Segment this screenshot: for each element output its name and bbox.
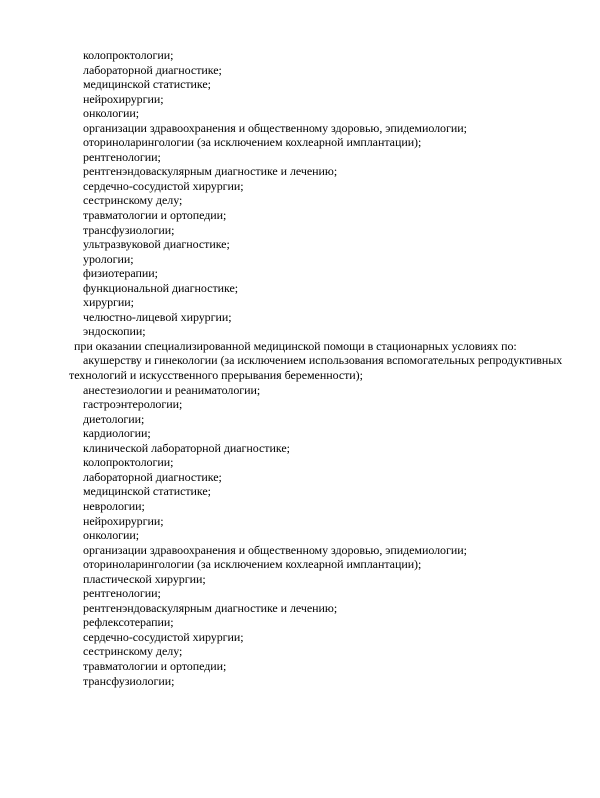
document-line: хирургии; (83, 295, 134, 310)
document-line: лабораторной диагностике; (83, 62, 222, 77)
document-line: рентгенэндоваскулярным диагностике и лечению; (83, 600, 338, 615)
document-line: травматологии и ортопедии; (83, 208, 227, 223)
document-line: сестринскому делу; (83, 193, 183, 208)
document-line: акушерству и гинекологии (за исключением использования вспомогательных репродуктивных (83, 353, 563, 368)
document-line: диетологии; (83, 411, 145, 426)
document-line: оториноларингологии (за исключением кохлеарной имплантации); (83, 135, 422, 150)
document-line: сестринскому делу; (83, 644, 183, 659)
document-line: урологии; (83, 251, 134, 266)
document-line: онкологии; (83, 528, 140, 543)
document-line: нейрохирургии; (83, 513, 164, 528)
document-line: пластической хирургии; (83, 571, 206, 586)
document-line: рефлексотерапии; (83, 615, 174, 630)
document-line: рентгенологии; (83, 149, 161, 164)
document-line: функциональной диагностике; (83, 280, 239, 295)
document-line: организации здравоохранения и общественному здоровью, эпидемиологии; (83, 120, 467, 135)
document-line: кардиологии; (83, 426, 151, 441)
document-line: ультразвуковой диагностике; (83, 237, 230, 252)
document-line: организации здравоохранения и общественному здоровью, эпидемиологии; (83, 542, 467, 557)
document-line: при оказании специализированной медицинской помощи в стационарных условиях по: (74, 338, 517, 353)
document-line: челюстно-лицевой хирургии; (83, 309, 232, 324)
document-line: физиотерапии; (83, 266, 158, 281)
document-line: онкологии; (83, 106, 140, 121)
document-line: нейрохирургии; (83, 91, 164, 106)
document-line: трансфузиологии; (83, 673, 175, 688)
document-line: медицинской статистике; (83, 484, 211, 499)
document-line: оториноларингологии (за исключением кохлеарной имплантации); (83, 557, 422, 572)
document-line: трансфузиологии; (83, 222, 175, 237)
document-line: рентгенологии; (83, 586, 161, 601)
document-line: рентгенэндоваскулярным диагностике и лечению; (83, 164, 338, 179)
document-text-block (69, 48, 574, 688)
document-line: лабораторной диагностике; (83, 469, 222, 484)
document-line: гастроэнтерологии; (83, 397, 183, 412)
document-line: колопроктологии; (83, 455, 174, 470)
document-line: травматологии и ортопедии; (83, 658, 227, 673)
document-line: колопроктологии; (83, 48, 174, 62)
document-line: сердечно-сосудистой хирургии; (83, 178, 244, 193)
document-line: эндоскопии; (83, 324, 146, 339)
document-line: неврологии; (83, 498, 145, 513)
document-line: медицинской статистике; (83, 77, 211, 92)
document-line: клинической лабораторной диагностике; (83, 440, 290, 455)
document-line: анестезиологии и реаниматологии; (83, 382, 261, 397)
document-line: сердечно-сосудистой хирургии; (83, 629, 244, 644)
document-line: технологий и искусственного прерывания беременности); (69, 368, 363, 383)
